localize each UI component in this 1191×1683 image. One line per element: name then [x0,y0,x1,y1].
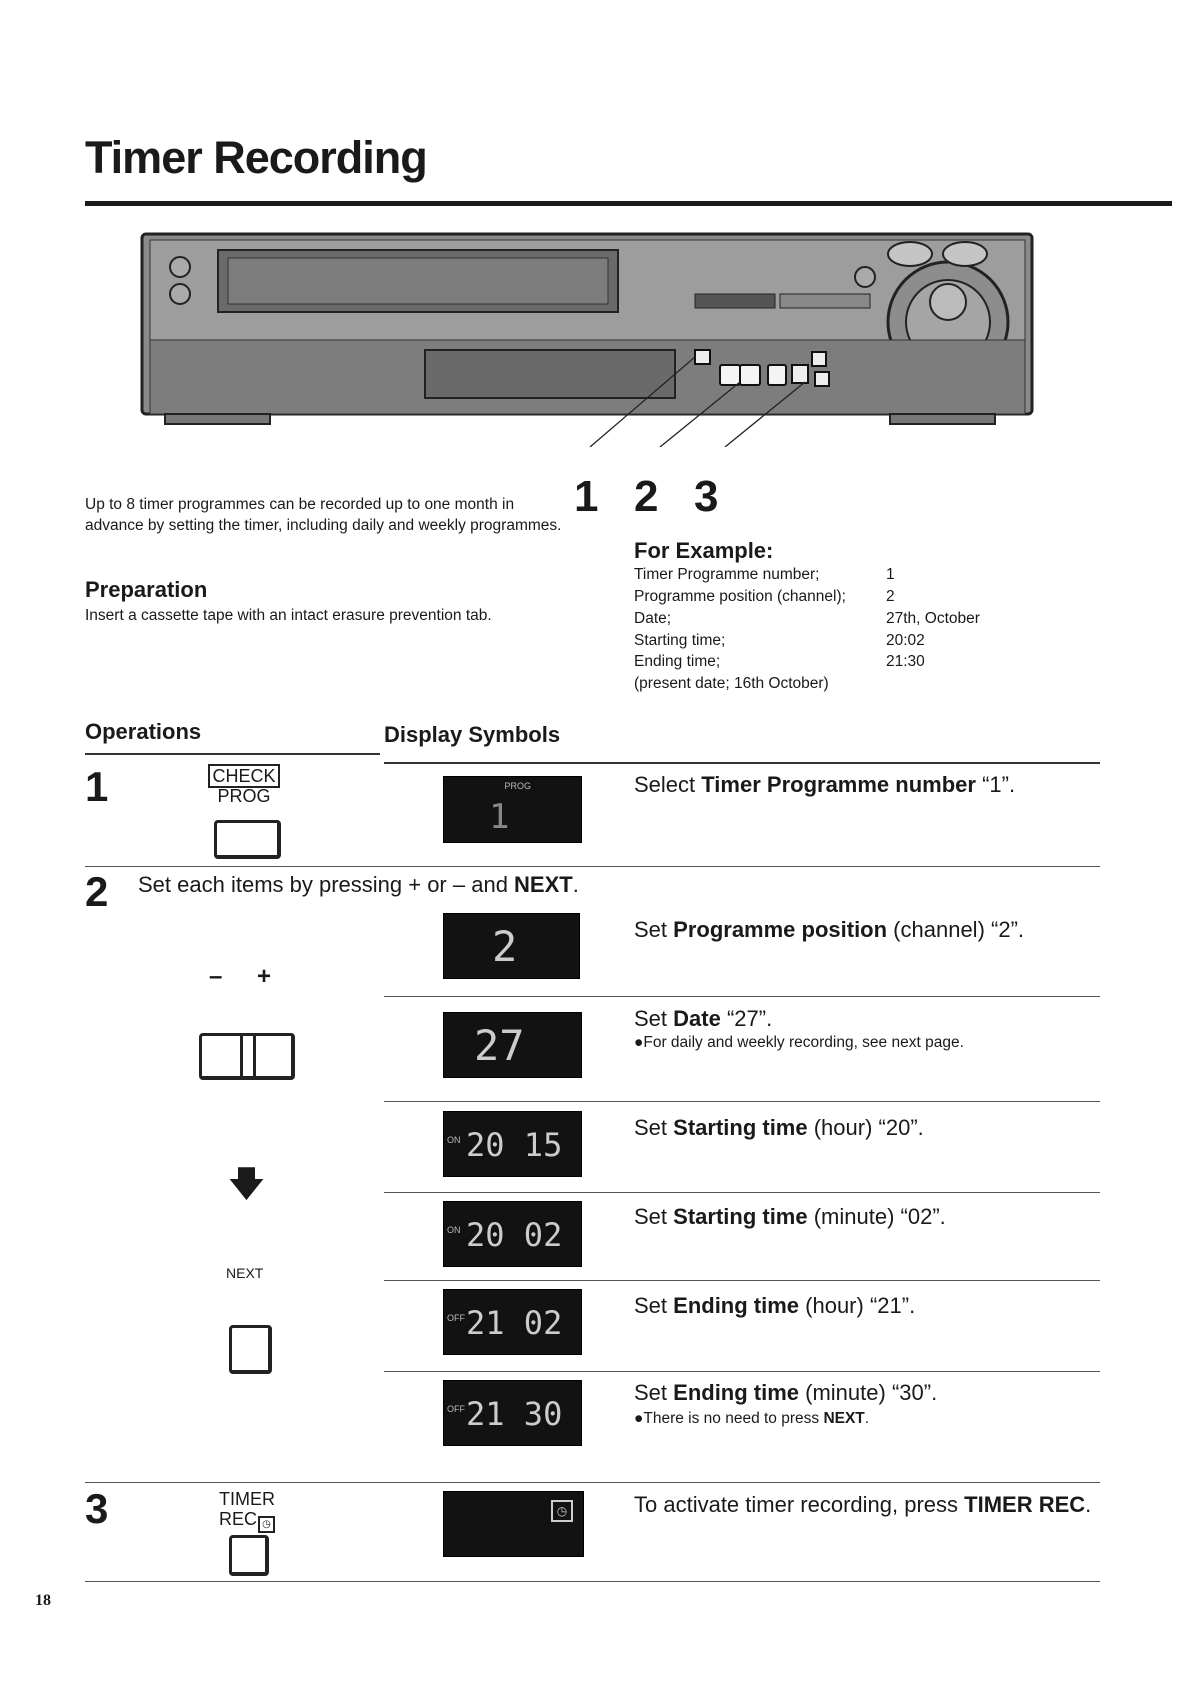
example-label: Ending time; [634,653,721,670]
row-rule [384,1101,1100,1102]
minus-label: – [209,963,223,990]
lcd-display [443,1111,582,1177]
check-prog-button[interactable] [214,820,281,859]
step2-row-description: Set Ending time (hour) “21”. [634,1293,916,1318]
row-rule [85,1482,1100,1483]
callout-2: 2 [634,472,659,521]
button-divider [240,1036,256,1076]
rec-label: REC [218,1509,257,1529]
step-number: 2 [85,868,109,915]
down-arrow-icon: 🡇 [229,1165,264,1203]
header-rule [85,753,380,755]
prog-label: PROG [217,786,271,806]
lcd-digits: 20 15 [466,1126,563,1164]
lcd-display [443,1012,582,1078]
row-rule [384,996,1100,997]
example-heading: For Example: [634,538,774,563]
check-prog-label [204,766,284,806]
row-rule [384,1280,1100,1281]
lcd-display [443,1380,582,1446]
callout-3: 3 [694,472,719,521]
step2-row-description: Set Programme position (channel) “2”. [634,917,1025,942]
lcd-digits: 27 [474,1021,525,1070]
clock-icon: ◷ [258,1516,275,1533]
lcd-digits: 1 [489,797,510,837]
example-value: 1 [886,566,895,583]
title-rule [85,201,1172,206]
step-number: 1 [85,763,109,810]
lcd-display [443,913,580,979]
step2-row-description: Set Starting time (hour) “20”. [634,1115,924,1140]
lcd-display [443,776,582,843]
example-value: 2 [886,588,895,605]
example-label: Programme position (channel); [634,588,846,605]
timer-label: TIMER [219,1489,275,1509]
lcd-digits: 21 30 [466,1395,563,1433]
row-rule [85,866,1100,867]
lcd-prefix: OFF [447,1313,465,1323]
callout-1: 1 [574,472,599,521]
preparation-heading: Preparation [85,577,208,602]
example-value: 27th, October [886,610,980,627]
lcd-prefix: OFF [447,1404,465,1414]
page-number: 18 [35,1592,51,1609]
row-rule [384,1371,1100,1372]
step2-row-description: Set Ending time (minute) “30”. [634,1380,938,1405]
row-rule [384,1192,1100,1193]
step1-description: Select Timer Programme number “1”. [634,772,1016,797]
lcd-digits: 20 02 [466,1216,563,1254]
plus-label: + [257,963,272,990]
timer-rec-label [207,1489,287,1533]
lcd-prog-label: PROG [504,781,531,791]
preparation-text: Insert a cassette tape with an intact erasure prevention tab. [85,607,492,624]
lcd-prefix: ON [447,1225,461,1235]
step2-row-description: Set Starting time (minute) “02”. [634,1204,946,1229]
example-note: (present date; 16th October) [634,675,829,692]
plus-minus-button[interactable] [199,1033,295,1080]
example-value: 20:02 [886,632,925,649]
check-label: CHECK [208,764,279,788]
step-number: 3 [85,1485,109,1532]
example-label: Timer Programme number; [634,566,820,583]
step2-intro: Set each items by pressing + or – and NEXT. [138,872,579,897]
example-label: Starting time; [634,632,726,649]
step3-description: To activate timer recording, press TIMER REC. [634,1492,1092,1517]
vcr-illustration [140,232,1035,447]
header-rule [384,762,1100,764]
step2-row-description: Set Date “27”. [634,1006,773,1031]
intro-text: Up to 8 timer programmes can be recorded up to one month in advance by setting the timer, including daily and weekly programmes. [85,496,562,534]
next-label: NEXT [226,1265,264,1281]
lcd-display [443,1289,582,1355]
row-rule [85,1581,1100,1582]
example-value: 21:30 [886,653,925,670]
example-label: Date; [634,610,672,627]
lcd-prefix: ON [447,1135,461,1145]
page-title: Timer Recording [85,132,427,183]
lcd-display [443,1491,584,1557]
display-symbols-heading: Display Symbols [384,722,561,747]
step2-row-note: ●For daily and weekly recording, see next page. [634,1034,964,1051]
timer-rec-button[interactable] [229,1535,269,1576]
lcd-digits: 21 02 [466,1304,563,1342]
lcd-display [443,1201,582,1267]
operations-heading: Operations [85,719,202,744]
next-button[interactable] [229,1325,272,1374]
step2-row-note: ●There is no need to press NEXT. [634,1410,870,1427]
lcd-digits: 2 [492,922,518,971]
clock-icon: ◷ [551,1500,573,1522]
